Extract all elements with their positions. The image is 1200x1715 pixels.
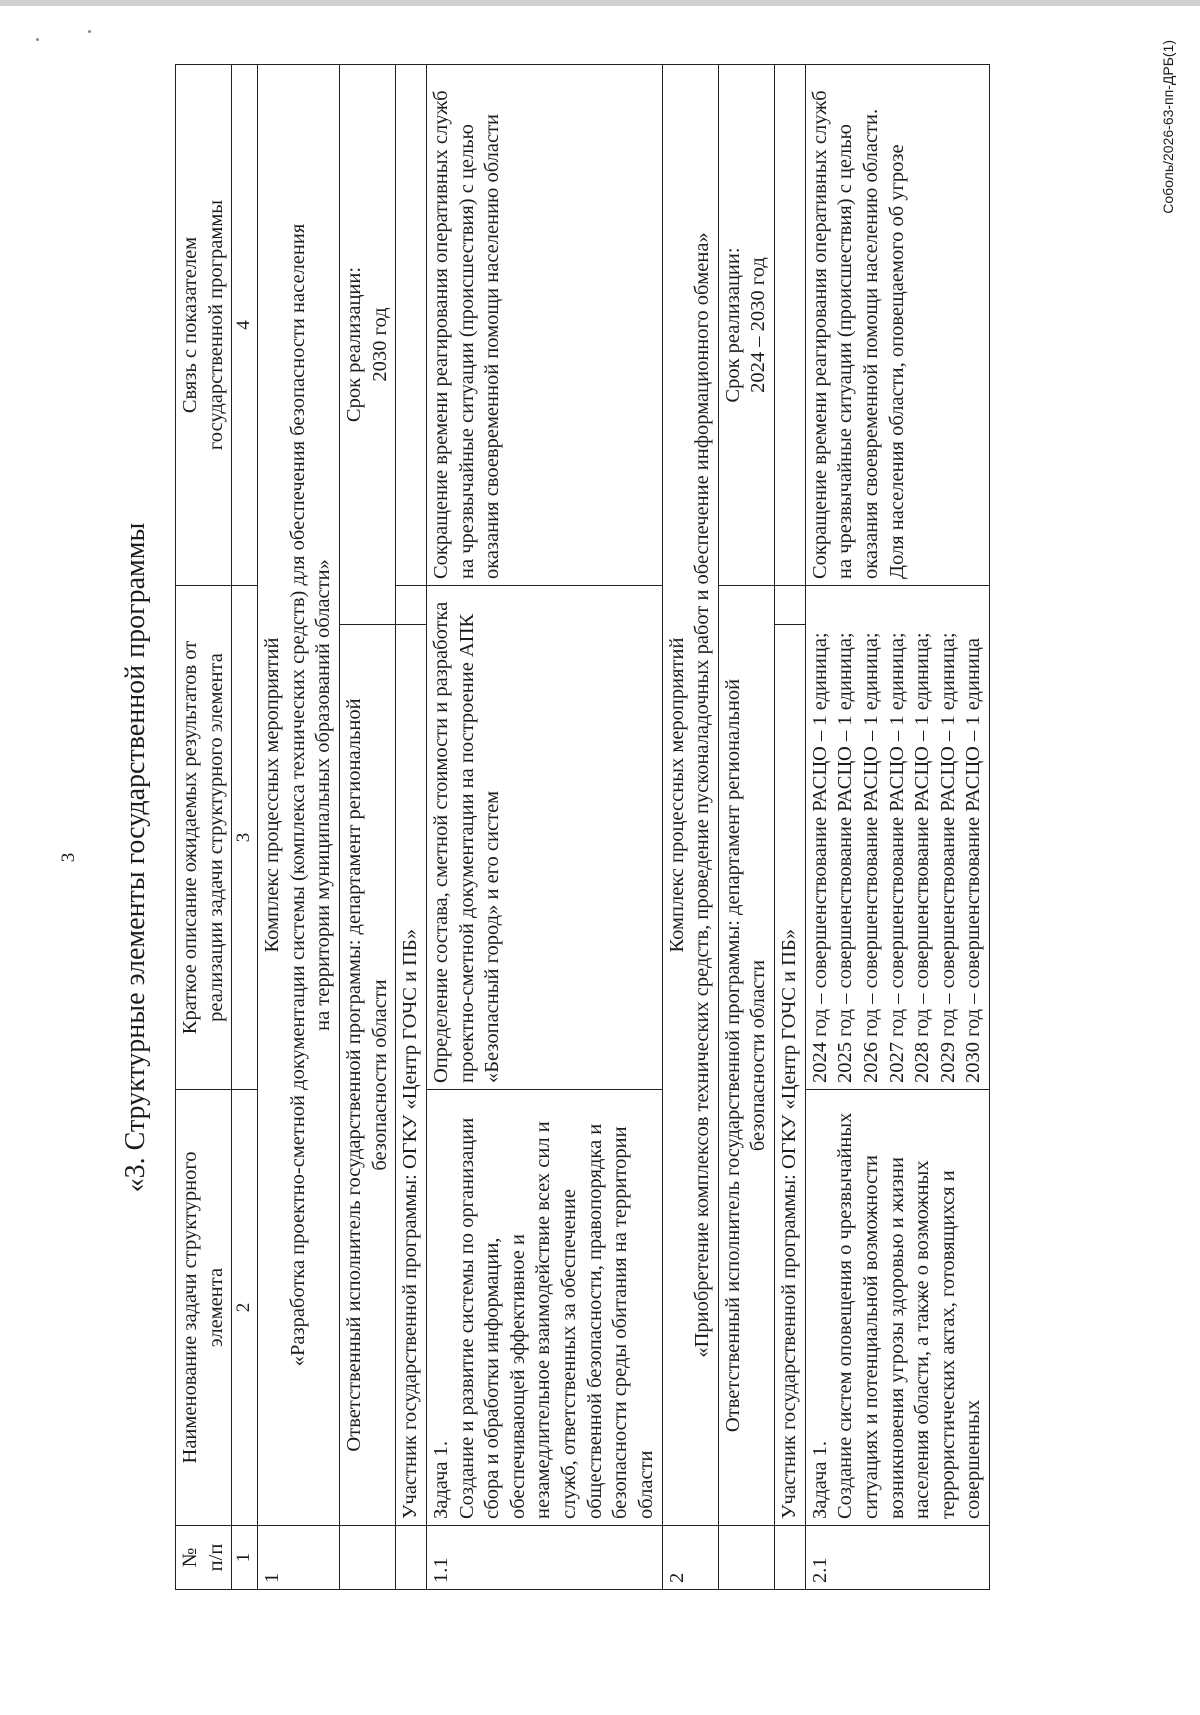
task-number: 1.1 bbox=[426, 1526, 662, 1590]
complex-description bbox=[662, 65, 718, 1526]
complex-name-continued: на территории муниципальных образований области» bbox=[312, 559, 335, 1031]
complex-title: Комплекс процессных мероприятий bbox=[261, 637, 284, 953]
complex-description bbox=[258, 65, 340, 1526]
responsible-row bbox=[718, 65, 774, 1590]
header-results: Краткое описание ожидаемых результатов от реализации задачи структурного элемента bbox=[176, 586, 232, 1090]
task-row bbox=[805, 65, 989, 1590]
header-indicator-link: Связь с показателем государственной программы bbox=[176, 65, 232, 586]
task-row bbox=[426, 65, 662, 1590]
indicator-link: Сокращение времени реагирования оперативных служб на чрезвычайные ситуации (происшествия) с целью оказания своевременной помощи населению области bbox=[426, 65, 662, 586]
column-number-row bbox=[232, 65, 258, 1590]
complex-title: Комплекс процессных мероприятий bbox=[665, 637, 688, 953]
task-label: Задача 1. bbox=[429, 1441, 452, 1519]
complex-row bbox=[258, 65, 340, 1590]
empty-cell bbox=[396, 1526, 427, 1590]
indicator-link: Сокращение времени реагирования оперативных служб на чрезвычайные ситуации (происшествия) с целью оказания своевременной помощи населению области. Доля населения области, оповещаемого об угрозе bbox=[805, 65, 989, 586]
complex-number: 1 bbox=[258, 1526, 340, 1590]
task-number: 2.1 bbox=[805, 1526, 989, 1590]
complex-name: «Приобретение комплексов технических средств, проведение пусконаладочных работ и обеспечение информационного обмена» bbox=[691, 232, 714, 1358]
empty-cell bbox=[396, 65, 427, 586]
document-code: Соболь/2026-63-пп-ДРБ(1) bbox=[1160, 40, 1176, 214]
result-year-line: 2025 год – совершенствование РАСЦО – 1 единица; bbox=[834, 632, 857, 1083]
result-year-line: 2029 год – совершенствование РАСЦО – 1 единица; bbox=[936, 632, 959, 1083]
responsible-executor: Ответственный исполнитель государственной программы: департамент региональной безопасности области bbox=[340, 625, 396, 1526]
empty-cell bbox=[775, 65, 806, 586]
participant-row bbox=[396, 65, 427, 1590]
empty-cell bbox=[396, 586, 427, 625]
result-year-line: 2027 год – совершенствование РАСЦО – 1 единица; bbox=[885, 632, 908, 1083]
column-number: 1 bbox=[232, 1526, 258, 1590]
result-year-line: 2024 год – совершенствование РАСЦО – 1 единица; bbox=[808, 632, 831, 1083]
expected-result-by-year bbox=[805, 586, 989, 1090]
implementation-term: Срок реализации: 2030 год bbox=[340, 65, 396, 625]
expected-result: Определение состава, сметной стоимости и разработка проектно-сметной документации на построение АПК «Безопасный город» и его систем bbox=[426, 586, 662, 1090]
task-text: Создание систем оповещения о чрезвычайных ситуациях и потенциальной возможности возникновения угрозы здоровью и жизни населения области, а также о возможных террористических актах, готовящихся и совершенных bbox=[834, 1112, 985, 1519]
program-participant: Участник государственной программы: ОГКУ «Центр ГОЧС и ПБ» bbox=[775, 625, 806, 1526]
complex-row bbox=[662, 65, 718, 1590]
structural-elements-table bbox=[175, 64, 990, 1590]
page-number: 3 bbox=[58, 852, 79, 863]
section-title: «3. Структурные элементы государственной программы bbox=[120, 522, 151, 1193]
column-number: 4 bbox=[232, 65, 258, 586]
column-number: 3 bbox=[232, 586, 258, 1090]
empty-cell bbox=[340, 1526, 396, 1590]
task-name bbox=[805, 1090, 989, 1526]
responsible-row bbox=[340, 65, 396, 1590]
implementation-term: Срок реализации: 2024 – 2030 год bbox=[718, 65, 774, 586]
program-participant: Участник государственной программы: ОГКУ «Центр ГОЧС и ПБ» bbox=[396, 625, 427, 1526]
responsible-executor: Ответственный исполнитель государственной программы: департамент региональной безопасности области bbox=[718, 586, 774, 1526]
header-task-name: Наименование задачи структурного элемента bbox=[176, 1090, 232, 1526]
result-year-line: 2028 год – совершенствование РАСЦО – 1 единица; bbox=[911, 632, 934, 1083]
participant-row bbox=[775, 65, 806, 1590]
result-year-line: 2026 год – совершенствование РАСЦО – 1 единица; bbox=[859, 632, 882, 1083]
task-label: Задача 1. bbox=[808, 1441, 831, 1519]
column-number: 2 bbox=[232, 1090, 258, 1526]
empty-cell bbox=[775, 586, 806, 625]
header-row bbox=[176, 65, 232, 1590]
task-text: Создание и развитие системы по организации сбора и обработки информации, обеспечивающей эффективное и незамедлительное взаимодействие всех сил и служб, ответственных за обеспечение общественной безопасности, правопорядка и безопасности среды обитания на территории области bbox=[455, 1117, 657, 1519]
header-number: № п/п bbox=[176, 1526, 232, 1590]
empty-cell bbox=[775, 1526, 806, 1590]
complex-number: 2 bbox=[662, 1526, 718, 1590]
empty-cell bbox=[718, 1526, 774, 1590]
complex-name: «Разработка проектно-сметной документации системы (комплекса технических средств) для обеспечения безопасности населения bbox=[286, 223, 309, 1367]
task-name bbox=[426, 1090, 662, 1526]
result-year-line: 2030 год – совершенствование РАСЦО – 1 единица bbox=[962, 638, 985, 1083]
